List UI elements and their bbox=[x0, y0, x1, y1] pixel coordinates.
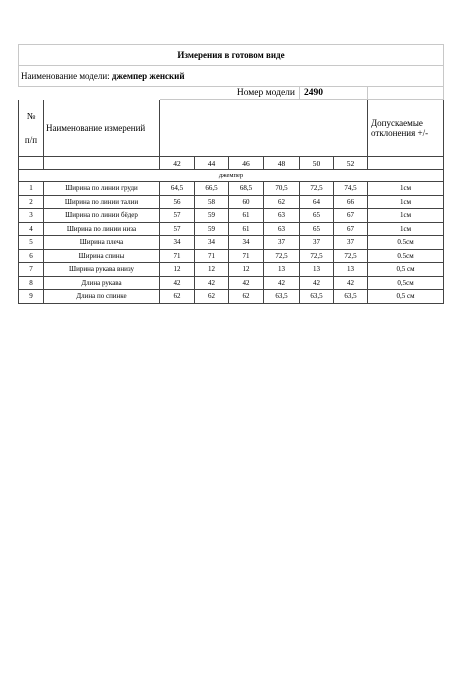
tolerance-cell: 0,5 см bbox=[368, 263, 444, 277]
value-cell: 57 bbox=[160, 222, 195, 236]
section-label: джемпер bbox=[19, 170, 444, 182]
tolerance-cell: 1см bbox=[368, 182, 444, 196]
size-header-cell: 52 bbox=[334, 157, 368, 170]
measurement-name-cell: Ширина рукава внизу bbox=[44, 263, 160, 277]
row-number-cell: 2 bbox=[19, 195, 44, 209]
value-cell: 13 bbox=[300, 263, 334, 277]
value-cell: 63 bbox=[264, 222, 300, 236]
sizes-row-empty bbox=[44, 157, 160, 170]
sizes-row-empty bbox=[19, 157, 44, 170]
value-cell: 42 bbox=[264, 276, 300, 290]
measurement-name-cell: Ширина плеча bbox=[44, 236, 160, 250]
row-number-cell: 8 bbox=[19, 276, 44, 290]
value-cell: 34 bbox=[195, 236, 229, 250]
table-row bbox=[19, 276, 444, 290]
row-number-cell: 1 bbox=[19, 182, 44, 196]
value-cell: 71 bbox=[229, 249, 264, 263]
size-header-cell: 42 bbox=[160, 157, 195, 170]
table-row bbox=[19, 263, 444, 277]
model-name-value: джемпер женский bbox=[111, 71, 185, 81]
measurement-name-cell: Длина по спинке bbox=[44, 290, 160, 304]
value-cell: 62 bbox=[264, 195, 300, 209]
value-cell: 63,5 bbox=[264, 290, 300, 304]
number-header-pp: п/п bbox=[24, 135, 38, 145]
value-cell: 65 bbox=[300, 222, 334, 236]
row-number-cell: 9 bbox=[19, 290, 44, 304]
value-cell: 70,5 bbox=[264, 182, 300, 196]
row-number-cell: 6 bbox=[19, 249, 44, 263]
model-name-label: Наименование модели: bbox=[21, 71, 110, 81]
value-cell: 42 bbox=[160, 276, 195, 290]
value-cell: 12 bbox=[229, 263, 264, 277]
value-cell: 59 bbox=[195, 222, 229, 236]
value-cell: 71 bbox=[195, 249, 229, 263]
value-cell: 42 bbox=[334, 276, 368, 290]
table-row bbox=[19, 249, 444, 263]
table-row bbox=[19, 222, 444, 236]
value-cell: 62 bbox=[160, 290, 195, 304]
value-cell: 63,5 bbox=[300, 290, 334, 304]
measurement-column-header: Наименование измерений bbox=[44, 100, 160, 157]
table-row bbox=[19, 182, 444, 196]
table-row bbox=[19, 236, 444, 250]
value-cell: 67 bbox=[334, 222, 368, 236]
measurement-name-cell: Ширина по линии бёдер bbox=[44, 209, 160, 223]
value-cell: 37 bbox=[264, 236, 300, 250]
value-cell: 42 bbox=[300, 276, 334, 290]
table-row bbox=[19, 290, 444, 304]
value-cell: 12 bbox=[195, 263, 229, 277]
number-column-header bbox=[19, 100, 44, 157]
value-cell: 56 bbox=[160, 195, 195, 209]
value-cell: 34 bbox=[229, 236, 264, 250]
value-cell: 57 bbox=[160, 209, 195, 223]
value-cell: 61 bbox=[229, 222, 264, 236]
tolerance-cell: 0.5см bbox=[368, 249, 444, 263]
value-cell: 64 bbox=[300, 195, 334, 209]
model-number-value: 2490 bbox=[300, 87, 368, 100]
tolerance-cell: 1см bbox=[368, 209, 444, 223]
value-cell: 59 bbox=[195, 209, 229, 223]
value-cell: 72,5 bbox=[264, 249, 300, 263]
value-cell: 37 bbox=[334, 236, 368, 250]
value-cell: 66,5 bbox=[195, 182, 229, 196]
size-header-cell: 48 bbox=[264, 157, 300, 170]
model-name-line bbox=[19, 66, 444, 87]
value-cell: 58 bbox=[195, 195, 229, 209]
row-number-cell: 3 bbox=[19, 209, 44, 223]
number-header-symbol: № bbox=[26, 111, 36, 121]
row-number-cell: 5 bbox=[19, 236, 44, 250]
tolerance-column-header: Допускаемые отклонения +/- bbox=[368, 100, 444, 157]
value-cell: 37 bbox=[300, 236, 334, 250]
value-cell: 62 bbox=[195, 290, 229, 304]
value-cell: 72,5 bbox=[334, 249, 368, 263]
measurements-sheet bbox=[18, 44, 443, 304]
sizes-row-empty bbox=[368, 157, 444, 170]
row-number-cell: 4 bbox=[19, 222, 44, 236]
tolerance-cell: 0,5см bbox=[368, 276, 444, 290]
sizes-header-block bbox=[160, 100, 368, 157]
value-cell: 34 bbox=[160, 236, 195, 250]
value-cell: 60 bbox=[229, 195, 264, 209]
value-cell: 67 bbox=[334, 209, 368, 223]
tolerance-cell: 0.5см bbox=[368, 236, 444, 250]
value-cell: 63 bbox=[264, 209, 300, 223]
value-cell: 13 bbox=[334, 263, 368, 277]
measurement-name-cell: Ширина по линии груди bbox=[44, 182, 160, 196]
measurement-name-cell: Длина рукава bbox=[44, 276, 160, 290]
row-number-cell: 7 bbox=[19, 263, 44, 277]
model-number-label: Номер модели bbox=[160, 87, 300, 100]
value-cell: 66 bbox=[334, 195, 368, 209]
value-cell: 42 bbox=[195, 276, 229, 290]
value-cell: 72,5 bbox=[300, 182, 334, 196]
value-cell: 74,5 bbox=[334, 182, 368, 196]
tolerance-cell: 1см bbox=[368, 222, 444, 236]
measurement-name-cell: Ширина по линии низа bbox=[44, 222, 160, 236]
tolerance-cell: 0,5 см bbox=[368, 290, 444, 304]
measurements-table bbox=[18, 44, 444, 304]
size-header-cell: 50 bbox=[300, 157, 334, 170]
table-row bbox=[19, 195, 444, 209]
value-cell: 65 bbox=[300, 209, 334, 223]
table-row bbox=[19, 209, 444, 223]
value-cell: 62 bbox=[229, 290, 264, 304]
value-cell: 68,5 bbox=[229, 182, 264, 196]
measurement-name-cell: Ширина по линии талии bbox=[44, 195, 160, 209]
value-cell: 64,5 bbox=[160, 182, 195, 196]
value-cell: 13 bbox=[264, 263, 300, 277]
value-cell: 42 bbox=[229, 276, 264, 290]
value-cell: 72,5 bbox=[300, 249, 334, 263]
value-cell: 12 bbox=[160, 263, 195, 277]
page-title: Измерения в готовом виде bbox=[19, 45, 444, 66]
value-cell: 61 bbox=[229, 209, 264, 223]
value-cell: 71 bbox=[160, 249, 195, 263]
tolerance-cell: 1см bbox=[368, 195, 444, 209]
size-header-cell: 46 bbox=[229, 157, 264, 170]
measurement-name-cell: Ширина спины bbox=[44, 249, 160, 263]
value-cell: 63,5 bbox=[334, 290, 368, 304]
size-header-cell: 44 bbox=[195, 157, 229, 170]
